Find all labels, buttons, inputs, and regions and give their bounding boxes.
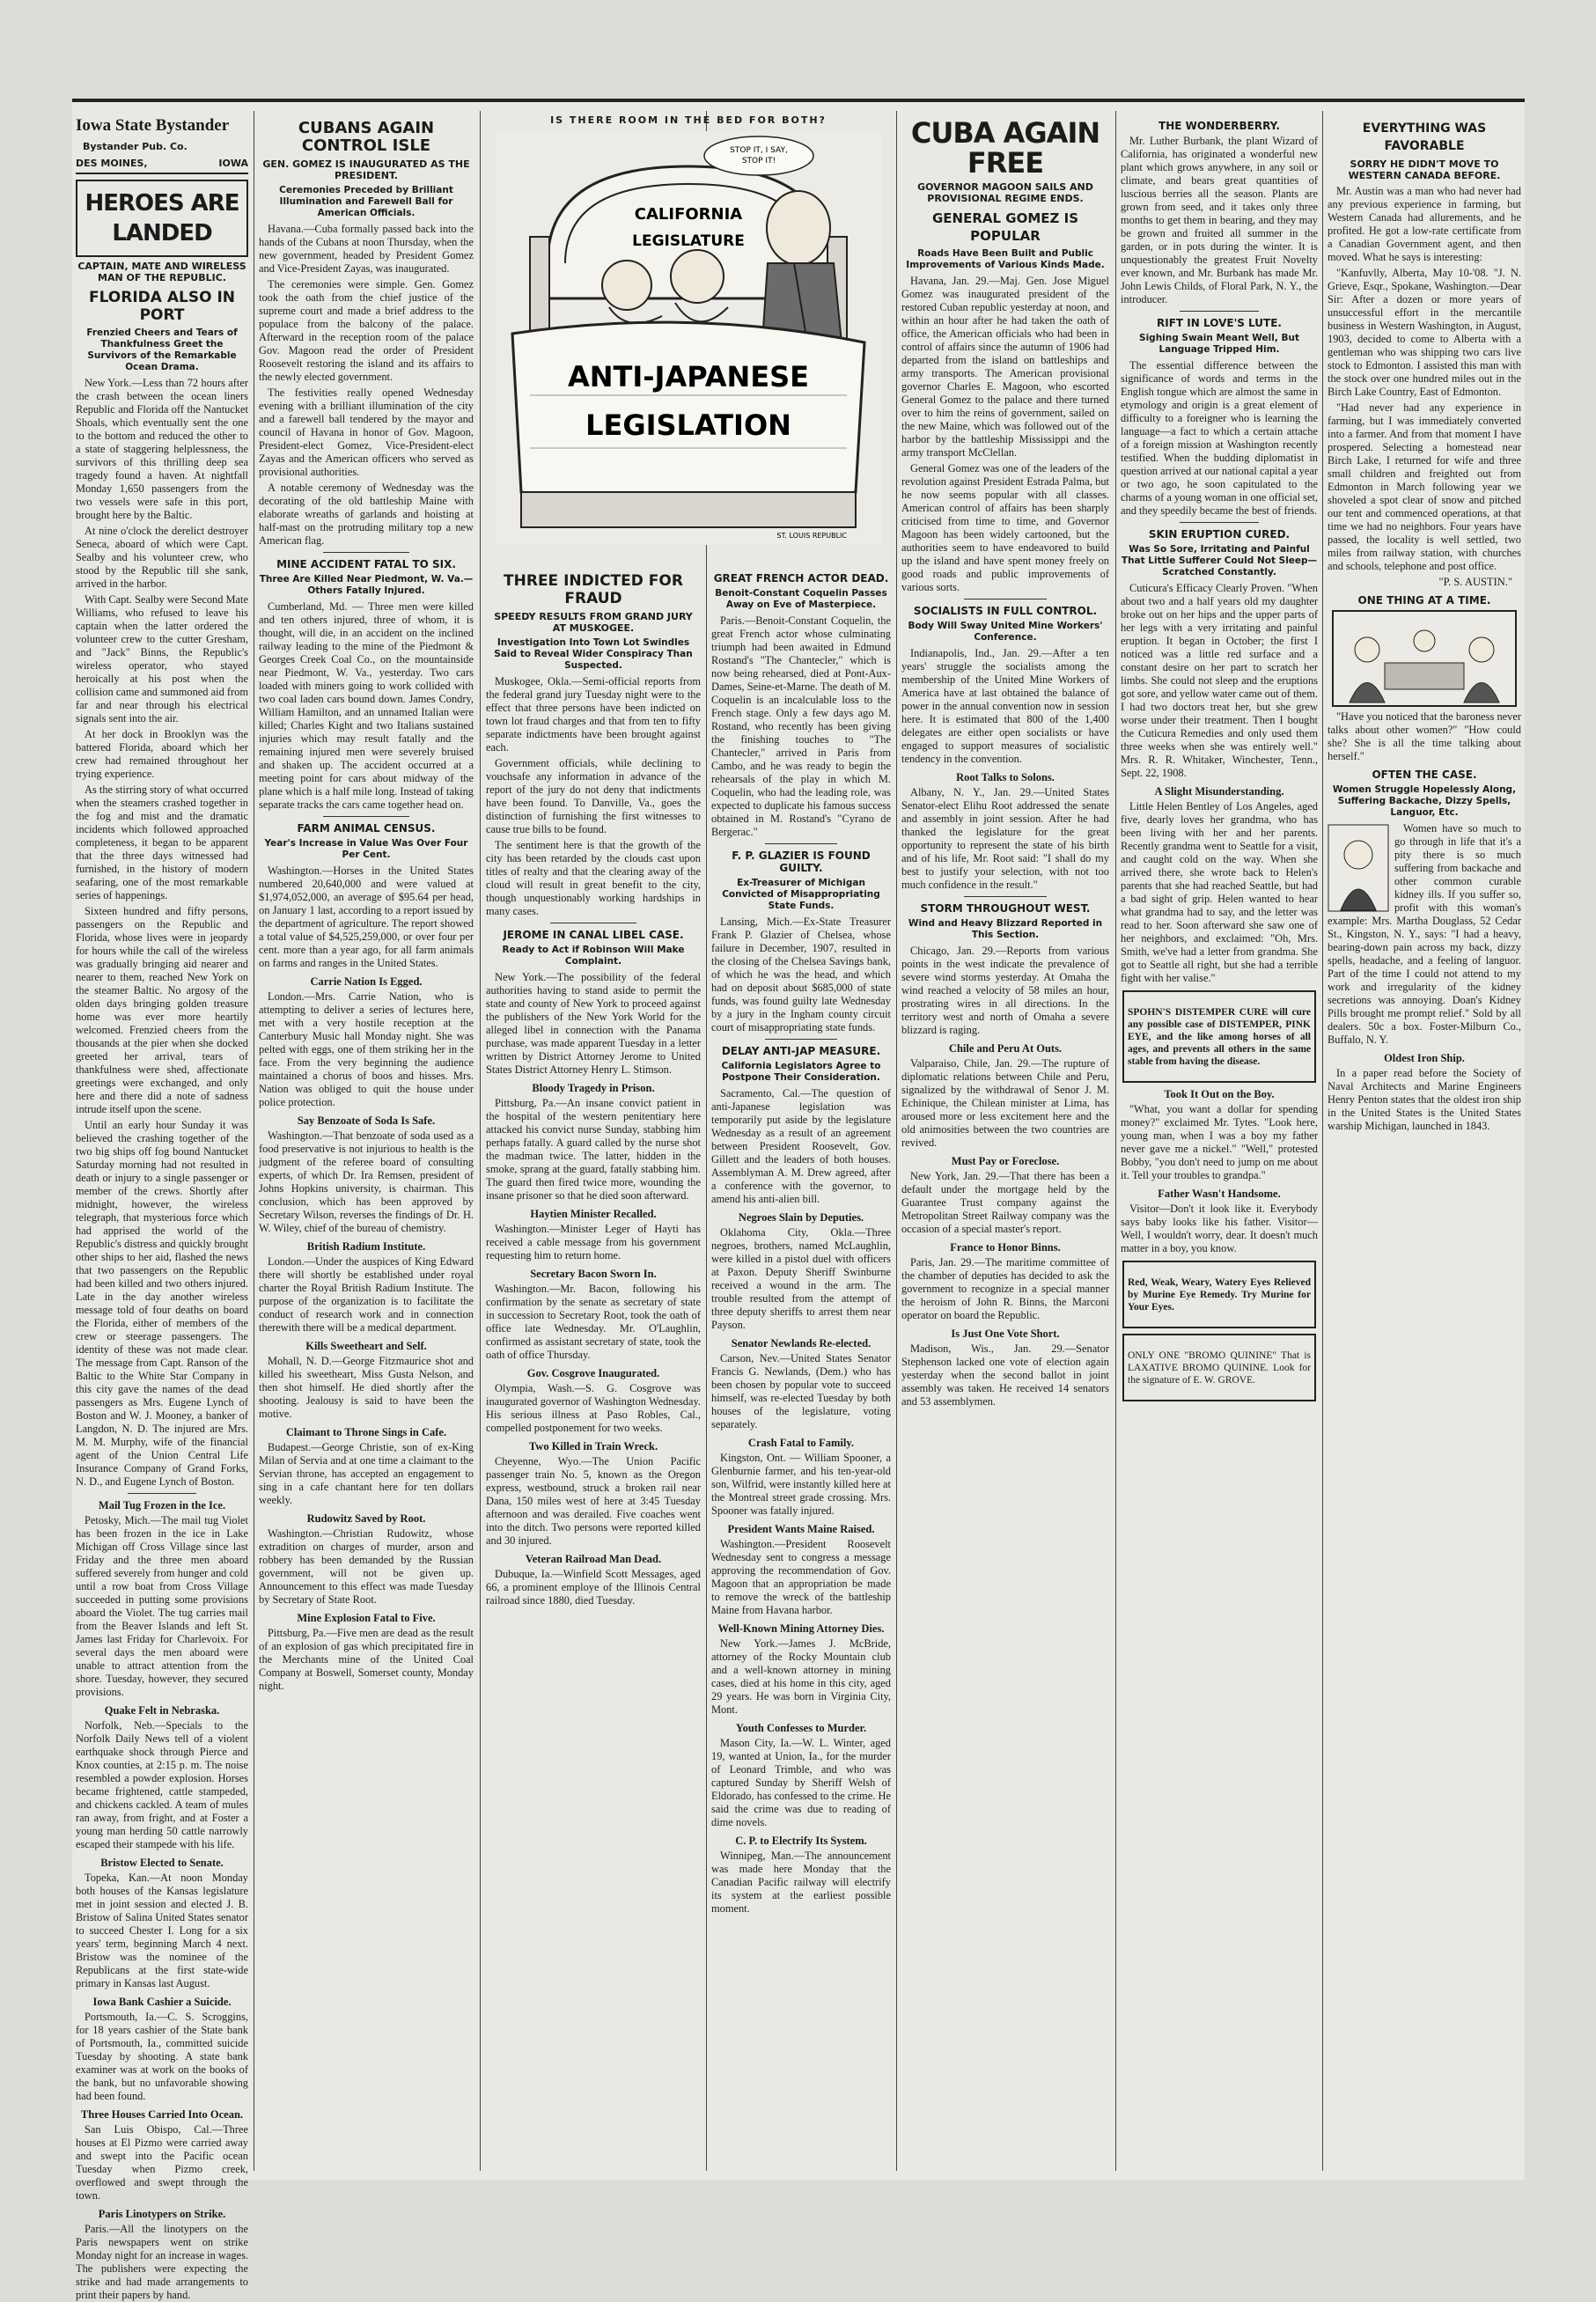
brief-text: Pittsburg, Pa.—An insane convict patient in the hospital of the western penitentiary here attacked his convict nurse Sunday, stabbing him perhaps fatally. A guard called by the nurse shot the madman twice. The latter, hidden in the smoke, sprang at the guard, fatally stabbing him. The guard then fired twice more, wounding the insane prisoner so that he died soon afterward.: [486, 1097, 701, 1202]
brief-title: Mail Tug Frozen in the Ice.: [98, 1499, 226, 1511]
column-6: [1328, 114, 1521, 2174]
brief-title: Say Benzoate of Soda Is Safe.: [297, 1114, 436, 1127]
separator: [323, 816, 409, 817]
masthead-city: DES MOINES,: [76, 158, 148, 169]
article-paragraph: "Had never had any experience in farming, but I was immediately converted into a farmer. And from that moment I have prospered. Selecting a homestead near Birch Lake, I returned for wife and three small children and freighted out from Edmonton in March following year we shoveled a spot clear of snow and pitched our tent and commenced operations, at that time we had no neighbors. Four years have passed, the locality is well settled, two miles from railway station, with churches and schools, telephone and post office.: [1328, 401, 1521, 572]
separator: [1180, 522, 1259, 523]
signature: "P. S. AUSTIN.": [1438, 576, 1512, 588]
column-5: [1121, 114, 1318, 2174]
brief-deck: Three Are Killed Near Piedmont, W. Va.—Others Fatally Injured.: [259, 574, 474, 596]
brief-title: A Slight Misunderstanding.: [1154, 785, 1284, 798]
brief-title: Three Houses Carried Into Ocean.: [80, 2108, 244, 2121]
brief-title: Must Pay or Foreclose.: [951, 1155, 1060, 1167]
brief-text: Cumberland, Md. — Three men were killed and ten others injured, three of whom, it is thought, will die, in an accident on the inclined railway leading to the mine of the Piedmont & Georges Creek Coal Co., on the mountainside near Piedmont, W. Va., yesterday. Two cars loaded with miners going to work collided with two coal laden cars bound down. James Condry, William Hamilton, and an unnamed Italian were killed; Charles Kight and two Italians sustained injuries which may result fatally and the remaining injured men were severely bruised and shaken up. The accident occurred at a meeting point for cars about midway of the plane which is a half mile long. Instead of taking separate tracks the cars came together head on.: [259, 600, 474, 811]
brief-title: Chile and Peru At Outs.: [948, 1042, 1063, 1055]
brief-title: F. P. GLAZIER IS FOUND GUILTY.: [732, 849, 871, 874]
brief-text: Lansing, Mich.—Ex-State Treasurer Frank P. Glazier of Chelsea, whose failure in December, 1907, resulted in the closing of the Chelsea Savings bank, of which he was the head, and which had on deposit about $685,000 of state funds, was found guilty late Wednesday by a jury in the Ingham county circuit court of misappropriating state funds.: [711, 916, 891, 1033]
masthead-state: IOWA: [218, 158, 248, 169]
brief-text: Dubuque, Ia.—Winfield Scott Messages, aged 66, a prominent employe of the Illinois Central railroad since 1880, died Tuesday.: [486, 1568, 701, 1607]
cartoon-credit: ST. LOUIS REPUBLIC: [776, 532, 847, 540]
brief-text: Paris.—All the linotypers on the Paris newspapers went on strike Monday night for an increase in wages. The publishers were expecting the strike and had made arrangements to print their papers by hand.: [76, 2223, 248, 2301]
brief-title: France to Honor Binns.: [950, 1241, 1061, 1254]
quilt-label-2: LEGISLATION: [585, 408, 791, 442]
brief-text: Washington.—Minister Leger of Hayti has received a cable message from his government requesting him to return home.: [486, 1223, 701, 1261]
brief-text: Washington.—Mr. Bacon, following his confirmation by the senate as secretary of state in succession to Secretary Root, took the oath of office late Wednesday. Mr. O'Laughlin, confirmed as assistant secretary of state, took the oath of office Thursday.: [486, 1283, 701, 1361]
column-4a: [711, 567, 891, 2174]
brief-title: Took It Out on the Boy.: [1164, 1088, 1275, 1100]
brief-title: GREAT FRENCH ACTOR DEAD.: [713, 572, 889, 585]
brief-title: JEROME IN CANAL LIBEL CASE.: [503, 929, 684, 941]
column-3: [486, 567, 701, 2174]
separator: [964, 896, 1047, 897]
separator: [1180, 311, 1259, 312]
brief-text: Washington.—Christian Rudowitz, whose extradition on charges of murder, arson and robbery has been demanded by the Russian government, will not be given up. Announcement to this effect was made Tuesday by Secretary of State Root.: [259, 1527, 474, 1606]
ad-box: [1122, 1261, 1316, 1328]
brief-text: Visitor—Don't it look like it. Everybody says baby looks like his father. Visitor—Well, I wouldn't worry, dear. It doesn't much matter in a boy, you know.: [1121, 1202, 1318, 1254]
brief-text: Paris.—Benoit-Constant Coquelin, the great French actor whose culminating triumph had been awaited in Edmund Rostand's "The Chantecler," which is now being rehearsed, died at Pont-Aux-Dames, Seine-et-Marne. The death of M. Coquelin is an incalculable loss to the French stage. Only a few days ago M. Rostand, who recently has been giving the finishing touches to "The Chantecler," arrived in Paris from Cambo, and he was ready to begin the rehearsals of the play in which M. Coquelin, who had the leading role, was expected to duplicate his famous success obtained in M. Rostand's "Cyrano de Bergerac.": [711, 614, 891, 838]
brief-text: Indianapolis, Ind., Jan. 29.—After a ten years' struggle the socialists among the membership of the United Mine Workers of America have at last obtained the balance of power in the annual convention now in session here. It is estimated that 800 of the 1,400 delegates are either open socialists or have engaged to support measures of socialistic tendency in the convention.: [901, 647, 1109, 765]
brief-title: Veteran Railroad Man Dead.: [525, 1553, 662, 1565]
brief-title: Paris Linotypers on Strike.: [98, 2208, 226, 2220]
brief-text: Cheyenne, Wyo.—The Union Pacific passenger train No. 5, known as the Oregon express, westbound, struck a broken rail near Dana, 150 miles west of here at 3:45 Tuesday afternoon and was derailed. Five coaches went into the ditch. Two persons were reported killed and 30 injured.: [486, 1455, 701, 1547]
brief-text: Washington.—That benzoate of soda used as a food preservative is not injurious to health is the judgment of the referee board of consulting experts, of which Dr. Ira Remsen, president of Johns Hopkins university, is chairman. This conclusion, which has been approved by Secretary Wilson, reverses the findings of Dr. H. W. Wiley, chief of the bureau of chemistry.: [259, 1129, 474, 1234]
brief-text: Budapest.—George Christie, son of ex-King Milan of Servia and at one time a claimant to the Servian throne, has accepted an engagement to sing in a cafe chantant here for ten dollars weekly.: [259, 1441, 474, 1506]
ad-eyes: Red, Weak, Weary, Watery Eyes Relieved by Murine Eye Remedy. Try Murine for Your Eyes.: [1128, 1276, 1311, 1313]
cartoon-title: IS THERE ROOM IN THE BED FOR BOTH?: [550, 114, 827, 126]
speech-balloon-text: STOP IT, I SAY,: [730, 146, 788, 155]
headline-box: [76, 180, 248, 257]
brief-title: SOCIALISTS IN FULL CONTROL.: [913, 605, 1098, 617]
subheadline: SPEEDY RESULTS FROM GRAND JURY AT MUSKOGEE.: [494, 611, 693, 634]
speech-balloon-text-2: STOP IT!: [741, 157, 776, 165]
brief-text: Carson, Nev.—United States Senator Francis G. Newlands, (Dem.) who has been chosen by popular vote to succeed himself, was re-elected Tuesday by both houses of the legislature, voting separately.: [711, 1352, 891, 1430]
headboard-label-2: LEGISLATURE: [632, 232, 745, 250]
brief-title: Oldest Iron Ship.: [1384, 1052, 1465, 1064]
article-paragraph: As the stirring story of what occurred when the steamers crashed together in the fog and mist and the dramatic incidents which followed approached completeness, it began to be apparent that the three days witnessed had furnished, in the history of modern seafaring, one of the most remarkable series of happenings.: [76, 783, 248, 901]
brief-text: New York.—The possibility of the federal authorities having to stand aside to permit the state and county of New York to proceed against the publishers of the New York World for the alleged libel in connection with the Panama purchase, was made apparent Tuesday in a letter written by District Attorney Jerome to United States District Attorney Henry L. Stimson.: [486, 971, 701, 1076]
brief-text: Sacramento, Cal.—The question of anti-Japanese legislation was temporarily put aside by the legislature Wednesday as a result of an agreement between President Roosevelt, Gov. Gillett and the leaders of both houses. Assemblyman A. M. Drew agreed, after a conference with the governor, to amend his anti-alien bill.: [711, 1087, 891, 1205]
headline: EVERYTHING WAS FAVORABLE: [1362, 121, 1487, 153]
brief-title: Senator Newlands Re-elected.: [731, 1337, 872, 1350]
column-rule: [480, 111, 481, 2171]
brief-title: Well-Known Mining Attorney Dies.: [717, 1622, 885, 1635]
article-deck: Ceremonies Preceded by Brilliant Illumination and Farewell Ball for American Officials.: [279, 185, 453, 218]
brief-text: Women have so much to go through in life that it's a pity there is so much suffering from backache and other common curable kidney ills. If you suffer so, profit with this woman's example: Mrs. Martha Douglass, 52 Cedar St., Kingston, N. Y., says: "I had a heavy, bearing-down pain across my back, dizzy spells, headache, and a feeling of languor. Part of the time I could not attend to my work and irregularity of the kidney secretions was annoying. Doan's Kidney Pills brought me prompt relief." Sold by all dealers. 50c a box. Foster-Milburn Co., Buffalo, N. Y.: [1328, 822, 1521, 1046]
brief-deck: Ready to Act if Robinson Will Make Complaint.: [502, 945, 685, 967]
subheadline-2: GENERAL GOMEZ IS POPULAR: [931, 210, 1079, 244]
headboard-label-1: CALIFORNIA: [634, 205, 743, 224]
brief-text: Valparaiso, Chile, Jan. 29.—The rupture of diplomatic relations between Chile and Peru, signalized by the withdrawal of Senor J. M. Echinique, the Chilean minister at Lima, has aroused more or less excitement here and the old animosities between the two countries are revived.: [901, 1057, 1109, 1149]
brief-title: British Radium Institute.: [306, 1240, 426, 1253]
headline: THREE INDICTED FOR FRAUD: [504, 572, 683, 607]
illustration-woman-portrait: [1328, 824, 1389, 912]
article-paragraph: "Kanfuvlly, Alberta, May 10-'08. "J. N. Grieve, Esqr., Spokane, Washington.—Dear Sir: After a dozen or more years of unsuccessful effort in the mercantile business in Western Washington, in August, 1903, decided to come to Alberta with a gentleman who was shipping two cars live stock to Edmonton. I assisted this man with the stock over one hundred miles out in the Birch Lake Country, East of Edmonton.: [1328, 267, 1521, 398]
subheadline: SORRY HE DIDN'T MOVE TO WESTERN CANADA BEFORE.: [1348, 158, 1501, 181]
brief-title: Iowa Bank Cashier a Suicide.: [92, 1996, 232, 2008]
brief-text: New York, Jan. 29.—That there has been a default under the mortgage held by the Guarantee Trust company against the Metropolitan Street Railway company was the occasion of a special master's report.: [901, 1170, 1109, 1235]
masthead-dateline: [76, 158, 248, 174]
brief-text: Mason City, Ia.—W. L. Winter, aged 19, wanted at Union, Ia., for the murder of Leonard Trimble, and who was captured Sunday by Sheriff Welsh of Eldorado, has confessed to the crime. He said the crime was due to reading of dime novels.: [711, 1737, 891, 1828]
article-paragraph: At her dock in Brooklyn was the battered Florida, aboard which her crew had remained throughout her trying experience.: [76, 728, 248, 780]
brief-title: Kills Sweetheart and Self.: [305, 1340, 427, 1352]
brief-text: Madison, Wis., Jan. 29.—Senator Stephenson lacked one vote of election again yesterday when the second ballot in joint assembly was taken. He received 14 senators and 53 assemblymen.: [901, 1342, 1109, 1408]
brief-text: Paris, Jan. 29.—The maritime committee of the chamber of deputies has decided to ask the government to recognize in a special manner the heroism of John R. Binns, the Marconi operator on board the Republic.: [901, 1256, 1109, 1321]
brief-title: Bloody Tragedy in Prison.: [532, 1082, 655, 1094]
brief-title: ONE THING AT A TIME.: [1357, 594, 1491, 607]
ad-box: [1122, 1334, 1316, 1401]
article-paragraph: Muskogee, Okla.—Semi-official reports from the federal grand jury Tuesday night were to the effect that three persons have been indicted on town lot fraud charges and that from ten to fifty separate indictments have been brought against each.: [486, 675, 701, 754]
column-1: [76, 114, 248, 2301]
brief-deck: Year's Increase in Value Was Over Four Per Cent.: [264, 838, 468, 860]
article-paragraph: New York.—Less than 72 hours after the crash between the ocean liners Republic and Florida off the Nantucket Shoals, which eventually sent the one to the bottom and reduced the other to a state of staggering helplessness, the survivors of this thrilling deep sea tragedy found a haven. At nightfall Monday 1,650 passengers from the two vessels were safe in this port, brought here by the Baltic.: [76, 377, 248, 521]
brief-text: Oklahoma City, Okla.—Three negroes, brothers, named McLaughlin, were killed in a pistol duel with officers at Paxon. Deputy Sheriff Swinburne received a wound in the arm. The trouble resulted from the attempt of three deputy sheriffs to arrest them near Payson.: [711, 1226, 891, 1331]
brief-title: C. P. to Electrify Its System.: [735, 1835, 867, 1847]
brief-text: San Luis Obispo, Cal.—Three houses at El Pizmo were carried away and swept into the Pacific ocean Tuesday when Pizmo creek, overflowed and swept through the town.: [76, 2123, 248, 2202]
cartoon-illustration: [495, 131, 882, 545]
brief-title: Father Wasn't Handsome.: [1158, 1188, 1281, 1200]
column-4: [901, 114, 1109, 2174]
column-rule: [1115, 111, 1116, 2171]
brief-title: MINE ACCIDENT FATAL TO SIX.: [276, 558, 456, 570]
headline: CUBA AGAIN FREE: [910, 116, 1100, 180]
brief-title: Quake Felt in Nebraska.: [104, 1704, 220, 1717]
brief-title: Is Just One Vote Short.: [951, 1328, 1060, 1340]
brief-deck: Ex-Treasurer of Michigan Convicted of Misappropriating State Funds.: [722, 878, 880, 911]
article-paragraph: With Capt. Sealby were Second Mate Williams, who refused to leave his captain when the latter ordered the volunteer crew to the cutter Gresham, and "Jack" Binns, the Republic's wireless operator, who stayed heroically at his post when the collision came and summoned aid from far and near through his electrical signals sent into the air.: [76, 593, 248, 724]
ad-box: [1122, 990, 1316, 1083]
headline: CUBANS AGAIN CONTROL ISLE: [298, 119, 435, 155]
subheadline: GEN. GOMEZ IS INAUGURATED AS THE PRESIDENT.: [262, 158, 470, 181]
brief-deck: Body Will Sway United Mine Workers' Conference.: [908, 621, 1103, 643]
brief-title: DELAY ANTI-JAP MEASURE.: [721, 1045, 881, 1057]
subheadline: GOVERNOR MAGOON SAILS AND PROVISIONAL REGIME ENDS.: [917, 181, 1093, 204]
brief-title: Secretary Bacon Sworn In.: [530, 1268, 657, 1280]
brief-title: Root Talks to Solons.: [956, 771, 1055, 783]
brief-text: Little Helen Bentley of Los Angeles, aged five, dearly loves her grandma, who has been living with her and her parents. Recently grandma went to Seattle for a visit, and caught cold on the way. When she arrived there, she wrote back to Helen's parents that she had reached Seattle, but had a bad sight of grip. Helen wanted to hear what grandma had to say, and the letter was read to her. Soon afterward she saw one of her neighbors, and exclaimed: "Oh, Mrs. Smith, we've had a letter from grandma. She got to Seattle all right, but she had a terrible fight with her valise.": [1121, 800, 1318, 984]
brief-title: Claimant to Throne Sings in Cafe.: [285, 1426, 447, 1438]
brief-title: Carrie Nation Is Egged.: [310, 975, 423, 988]
headline: THE WONDERBERRY.: [1158, 120, 1280, 132]
brief-title: Gov. Cosgrove Inaugurated.: [526, 1367, 660, 1379]
brief-text: London.—Mrs. Carrie Nation, who is attempting to deliver a series of lectures here, met with a very hostile reception at the Canterbury Music hall Monday night. She was pelted with eggs, one of them striking her in the face. From the very beginning the audience maintained a chorus of boos and hisses. Mrs. Nation was obliged to quit the house under police protection.: [259, 990, 474, 1108]
brief-title: FARM ANIMAL CENSUS.: [297, 822, 436, 835]
illustration-women-talking: [1332, 610, 1517, 707]
brief-deck: Was So Sore, Irritating and Painful That Little Sufferer Could Not Sleep—Scratched Constantly.: [1121, 544, 1318, 577]
article-paragraph: Mr. Luther Burbank, the plant Wizard of California, has originated a wonderful new plant which grows anywhere, in any soil or climate, and bears great quantities of luscious berries all the season. Plants are grown from seed, and it takes only three months to get them in bearing, and they may be grown and fruited all summer in the garden, or in pots during the winter. It is unquestionably the greatest Fruit Novelty ever known, and Mr. Burbank has made Mr. John Lewis Childs, of Floral Park, N. Y., the introducer.: [1121, 135, 1318, 305]
article-deck: Frenzied Cheers and Tears of Thankfulness Greet the Survivors of the Remarkable Ocean Drama.: [86, 327, 238, 372]
brief-text: "Have you noticed that the baroness never talks about other women?" "How could she? She is all the time talking about herself.": [1328, 710, 1521, 762]
brief-text: Washington.—President Roosevelt Wednesday sent to congress a message approving the recommendation of Gov. Magoon that an appropriation be made to remove the wreck of the battleship Maine from Havana harbor.: [711, 1538, 891, 1616]
brief-text: Cuticura's Efficacy Clearly Proven. "When about two and a half years old my daughter broke out on her hips and the upper parts of her legs with a very irritating and painful eruption. It began in October; the first I noticed was a little red surface and a constant desire on her part to scratch her limbs. She could not sleep and the eruptions got sore, and yellow water came out of them. I had two doctors treat her, but she grew worse under their treatment. Then I bought the Cuticura Remedies and only used them three weeks when she was entirely well." Mrs. R. R. Whitaker, Winchester, Tenn., Sept. 22, 1908.: [1121, 582, 1318, 779]
brief-text: Chicago, Jan. 29.—Reports from various points in the west indicate the prevalence of severe wind storms yesterday. At Omaha the wind reached a velocity of 58 miles an hour, prostrating wires in all directions. In the territory west and north of Omaha a severe blizzard is raging.: [901, 945, 1109, 1036]
article-paragraph: Sixteen hundred and fifty persons, passengers on the Republic and Florida, whose lives were in jeopardy for hours while the call of the wireless was gradually bringing aid nearer and nearer to them, reached New York on the steamer Baltic. No argosy of the olden days bringing golden treasure home was ever more heartily welcomed. Frenzied cheers from the thousands at the pier when she docked greeted her arrival, tears of thankfulness were shed, affectionate greetings were exchanged, and only here and there did a note of sadness intrude itself upon the scene.: [76, 905, 248, 1115]
brief-title: RIFT IN LOVE'S LUTE.: [1157, 317, 1282, 329]
brief-text: Mohall, N. D.—George Fitzmaurice shot and killed his sweetheart, Miss Gusta Nelson, and then shot himself. He died shortly after the shooting. Jealousy is said to have been the motive.: [259, 1355, 474, 1420]
brief-title: Two Killed in Train Wreck.: [528, 1440, 658, 1453]
brief-title: STORM THROUGHOUT WEST.: [920, 902, 1091, 915]
article-deck: Roads Have Been Built and Public Improvements of Various Kinds Made.: [906, 248, 1105, 270]
brief-deck: Women Struggle Hopelessly Along, Suffering Backache, Dizzy Spells, Languor, Etc.: [1332, 784, 1517, 818]
article-paragraph: Government officials, while declining to vouchsafe any information in advance of the report of the jury do not deny that indictments have been found. To Danville, Va., goes the distinction of furnishing the first witnesses to cause true bills to be found.: [486, 757, 701, 835]
article-paragraph: Mr. Austin was a man who had never had any previous experience in farming, but Western Canada had allurements, and he profited. He got a low-rate certificate from a Canadian Government agent, and then moved. What he says is interesting:: [1328, 185, 1521, 263]
article-paragraph: Havana, Jan. 29.—Maj. Gen. Jose Miguel Gomez was inaugurated president of the restored Cuban republic yesterday at noon, and within an hour after he had taken the oath of office, the American officials who had been in control of affairs since the autumn of 1906 had departed from the island on battleships and army transports. The American provisional governor Charles E. Magoon, who escorted General Gomez to the palace and there turned over to him the reins of government, sailed on the new Maine, which was followed out of the harbor by the battleship Mississippi and the army transport McClellan.: [901, 275, 1109, 459]
separator: [128, 1493, 196, 1494]
separator: [765, 1039, 837, 1040]
column-2: [259, 114, 474, 2174]
article-paragraph: A notable ceremony of Wednesday was the decorating of the old battleship Maine with elaborate wreaths of garlands and hoisting at half-mast on the protruding military top a new American flag.: [259, 482, 474, 547]
separator: [765, 843, 837, 844]
article-paragraph: The ceremonies were simple. Gen. Gomez took the oath from the chief justice of the supreme court and made a brief address to the populace from the balcony of the palace. Afterward in the reception room of the palace Gov. Magoon read the order of President Roosevelt restoring the island and its affairs to the newly elected government.: [259, 278, 474, 383]
article-paragraph: The festivities really opened Wednesday evening with a brilliant illumination of the city and a farewell ball tendered by the mayor and council of Havana in honor of Gov. Magoon, President-elect Gomez, Vice-President-elect Zayas and the American officers who served as provisional authorities.: [259, 386, 474, 478]
brief-title: Haytien Minister Recalled.: [530, 1208, 657, 1220]
brief-text: Petosky, Mich.—The mail tug Violet has been frozen in the ice in Lake Michigan off Cross Village since last Friday and the three men aboard suffered severely from hunger and cold until a row boat from Cross Village succeeded in putting some provisions aboard the Violet. The tug carries mail from the Beaver Islands and left St. James last Friday for Charlevoix. For several days the men aboard were unable to attract attention from the shore. Tuesday, however, they secured provisions.: [76, 1514, 248, 1698]
cartoon-panel: [486, 114, 891, 555]
brief-text: The essential difference between the significance of words and terms in the English tongue which are almost the same in etymology and origin is a great element of difficulty to a foreigner who is learning the language—a fact to which a certain attache of a foreign mission at Washington recently testified. When the budding diplomatist in question arrived at our national capital a year or two ago, he soon capitulated to the charms of a young woman in one official set, and they speedily became the best of friends.: [1121, 359, 1318, 517]
article-paragraph: Havana.—Cuba formally passed back into the hands of the Cubans at noon Thursday, when the new government, headed by President Gomez and Vice-President Zayas, was inaugurated.: [259, 223, 474, 275]
subheadline: CAPTAIN, MATE AND WIRELESS MAN OF THE REPUBLIC.: [77, 261, 246, 283]
headline: HEROES ARE LANDED: [85, 190, 239, 246]
brief-deck: Wind and Heavy Blizzard Reported in This Section.: [908, 918, 1103, 940]
article-paragraph: The sentiment here is that the growth of the city has been retarded by the clouds cast upon titles of realty and that the clearing away of the cloud will result in great benefit to the city, though unquestionably working hardships in many cases.: [486, 839, 701, 917]
brief-title: Mine Explosion Fatal to Five.: [297, 1612, 436, 1624]
brief-title: Rudowitz Saved by Root.: [306, 1512, 426, 1525]
brief-text: New York.—James J. McBride, attorney of the Rocky Mountain club and a well-known attorney in mining cases, died at his home in this city, aged 29 years. He was born in Virginia City, Mont.: [711, 1637, 891, 1716]
column-rule: [896, 111, 897, 2171]
brief-title: Crash Fatal to Family.: [747, 1437, 855, 1449]
brief-title: SKIN ERUPTION CURED.: [1148, 528, 1291, 541]
quilt-label-1: ANTI-JAPANESE: [567, 360, 810, 393]
newspaper-page: [72, 99, 1525, 2301]
brief-text: Winnipeg, Man.—The announcement was made here Monday that the Canadian Pacific railway will electrify its system at the earliest possible moment.: [711, 1850, 891, 1915]
brief-deck: Benoit-Constant Coquelin Passes Away on Eve of Masterpiece.: [715, 588, 887, 610]
article-paragraph: General Gomez was one of the leaders of the revolution against President Estrada Palma, but he now seems popular with all classes. American control of affairs has been sharply criticised from time to time, and Governor Magoon has been widely cartooned, but the authorities seem to have endeavored to build up the island and have spent money freely on good roads and public improvements of various sorts.: [901, 462, 1109, 593]
brief-text: Portsmouth, Ia.—C. S. Scroggins, for 18 years cashier of the State bank of Portsmouth, Ia., committed suicide Tuesday by shooting. A state bank examiner was at work on the books of the bank, but no unfavorable showing had been found.: [76, 2011, 248, 2102]
article-deck: Investigation Into Town Lot Swindles Said to Reveal Wider Conspiracy Than Suspected.: [494, 637, 693, 671]
masthead-publisher: Bystander Pub. Co.: [83, 141, 188, 152]
article-paragraph: At nine o'clock the derelict destroyer Seneca, aboard of which were Capt. Sealby and his volunteer crew, who stood by the Republic till she sank, arrived in the harbor.: [76, 525, 248, 590]
brief-text: "What, you want a dollar for spending money?" exclaimed Mr. Tytes. "Look here, young man, when I was a boy my father never gave me a nickel." "Well," protested Bobby, "you don't need to jump on me about it. Tell your troubles to grandpa.": [1121, 1103, 1318, 1181]
masthead-title: Iowa State Bystander: [76, 116, 230, 135]
brief-text: Washington.—Horses in the United States numbered 20,640,000 and were valued at $1,974,052,000, an average of $95.64 per head, on January 1 last, according to a report issued by the department of agriculture. The report showed a total value of $4,525,259,000, or over four per cent. more than a year ago, for all farm animals on farms and ranges in the United States.: [259, 864, 474, 969]
brief-text: Norfolk, Neb.—Specials to the Norfolk Daily News tell of a violent earthquake shock through Pierce and Knox counties, at 2:15 p. m. The noise resembled a powder explosion. Horses became frightened, cattle stampeded, and chickens cackled. A team of mules ran away, from fright, and at Foster a young man herding 50 cattle narrowly escaped their stampede with his life.: [76, 1719, 248, 1850]
brief-title: Negroes Slain by Deputies.: [738, 1211, 864, 1224]
column-rule: [1322, 111, 1323, 2171]
brief-text: London.—Under the auspices of King Edward there will shortly be established under royal charter the Royal British Radium Institute. The purpose of the organization is to facilitate the conduct of research work and in connection therewith there will be a medical department.: [259, 1255, 474, 1334]
brief-title: Bristow Elected to Senate.: [100, 1857, 224, 1869]
brief-title: President Wants Maine Raised.: [727, 1523, 875, 1535]
brief-deck: California Legislators Agree to Postpone Their Consideration.: [721, 1061, 881, 1083]
brief-text: Albany, N. Y., Jan. 29.—United States Senator-elect Elihu Root addressed the senate and assembly in joint session. After he had thanked the legislature for the great opportunity to represent the state of his birth and of his life, Mr. Root said: "I shall do my best to justify your selection, with not too much confidence in the result.": [901, 786, 1109, 891]
brief-deck: Sighing Swain Meant Well, But Language Tripped Him.: [1139, 333, 1299, 355]
subheadline-2: FLORIDA ALSO IN PORT: [88, 289, 236, 324]
ad-spohn: SPOHN'S DISTEMPER CURE will cure any possible case of DISTEMPER, PINK EYE, and the like among horses of all ages, and prevents all others in the same stable from having the disease.: [1128, 1006, 1311, 1067]
brief-title: Youth Confesses to Murder.: [735, 1722, 867, 1734]
brief-text: Pittsburg, Pa.—Five men are dead as the result of an explosion of gas which precipitated fire in the Merchants mine of the United Coal Company at Boswell, Somerset county, Monday night.: [259, 1627, 474, 1692]
brief-text: Olympia, Wash.—S. G. Cosgrove was inaugurated governor of Washington Wednesday. His serious illness at Paso Robles, Cal., compelled postponement for two weeks.: [486, 1382, 701, 1434]
separator: [323, 552, 409, 553]
brief-title: OFTEN THE CASE.: [1372, 769, 1477, 781]
brief-text: Kingston, Ont. — William Spooner, a Glenburnie farmer, and his ten-year-old son, Wilfrid, were instantly killed here at the Montreal street grade crossing. Mrs. Spooner was fatally injured.: [711, 1452, 891, 1517]
ad-bromo: ONLY ONE "BROMO QUININE" That is LAXATIVE BROMO QUININE. Look for the signature of E. W. GROVE.: [1128, 1350, 1311, 1386]
article-paragraph: Until an early hour Sunday it was believed the crashing together of the two big ships off fog bound Nantucket Saturday morning had not resulted in death or injury to a single passenger or member of the crews. Shortly after midnight, however, the wireless telegraph, that mysterious force which had apprised the world of the Republic's distress and quickly brought other ships to her aid, flashed the news that two passengers on the Republic had been killed and two others injured. Late in the day another wireless message told of four deaths on board the Florida, either of members of the crew or steerage passengers. The identity of these was not made clear. The message from Capt. Ranson of the Baltic to the White Star Company in this city gave the names of the dead passengers as Mrs. Eugene Lynch of Boston and W. J. Mooney, a banker of Langdon, N. D. The injured are Mrs. M. M. Murphy, wife of the financial agent of the Union Central Life Insurance Company of Grand Forks, N. D., and Eugene Lynch of Boston.: [76, 1119, 248, 1488]
brief-text: In a paper read before the Society of Naval Architects and Marine Engineers Henry Penton states that the oldest iron ship in the United States is the United States warship Michigan, launched in 1843.: [1328, 1067, 1521, 1132]
brief-text: Topeka, Kan.—At noon Monday both houses of the Kansas legislature met in joint session and elected J. B. Bristow of Salina United States senator to succeed Chester I. Long for a six years' term, beginning March 4 next. Bristow was the nominee of the Republicans at the first state-wide primary in Kansas last August.: [76, 1872, 248, 1989]
